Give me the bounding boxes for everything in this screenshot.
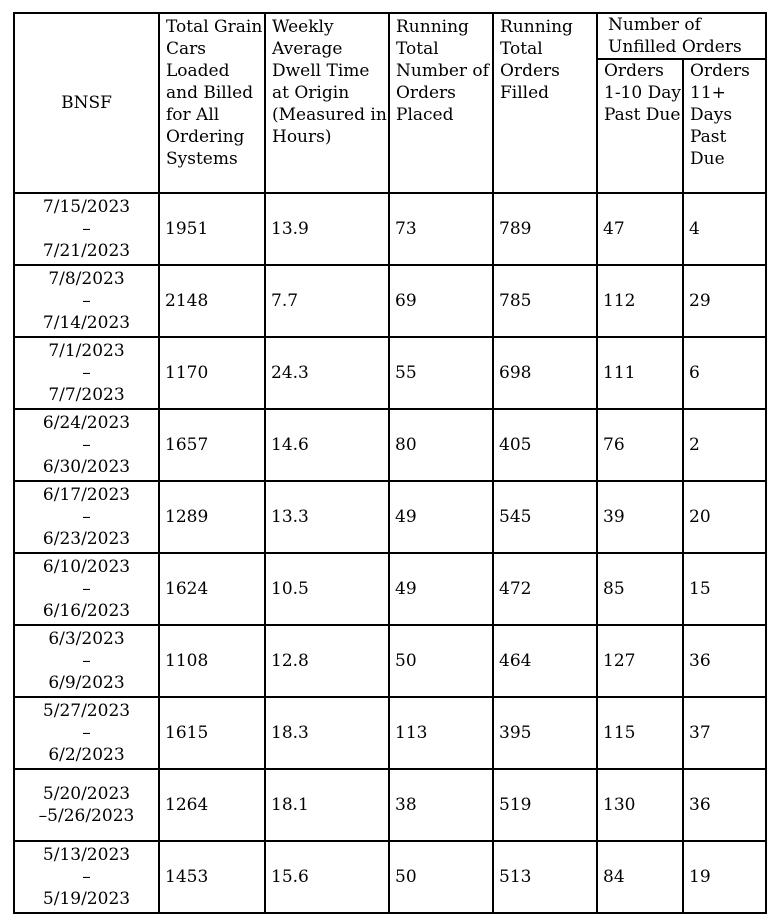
orders-placed-cell: 50 xyxy=(389,841,493,913)
orders-filled-cell: 698 xyxy=(493,337,597,409)
total-cars-cell: 1453 xyxy=(159,841,265,913)
week-range-cell xyxy=(14,697,159,769)
orders-11-plus-cell: 20 xyxy=(683,481,766,553)
orders-11-plus-cell: 6 xyxy=(683,337,766,409)
table-row xyxy=(14,265,766,337)
orders-placed-cell: 80 xyxy=(389,409,493,481)
orders-placed-cell: 113 xyxy=(389,697,493,769)
week-start: 7/1/2023 xyxy=(48,341,125,361)
header-orders-1-10: Orders 1-10 Day Past Due xyxy=(597,59,683,193)
dwell-time-cell: 12.8 xyxy=(265,625,389,697)
week-range-cell xyxy=(14,625,159,697)
orders-filled-cell: 785 xyxy=(493,265,597,337)
week-sep: – xyxy=(82,291,91,311)
orders-1-10-cell: 85 xyxy=(597,553,683,625)
orders-1-10-cell: 47 xyxy=(597,193,683,265)
table-row xyxy=(14,625,766,697)
total-cars-cell: 1951 xyxy=(159,193,265,265)
orders-11-plus-cell: 19 xyxy=(683,841,766,913)
orders-placed-cell: 73 xyxy=(389,193,493,265)
dwell-time-cell: 24.3 xyxy=(265,337,389,409)
orders-filled-cell: 513 xyxy=(493,841,597,913)
table-row xyxy=(14,409,766,481)
week-range-cell xyxy=(14,841,159,913)
orders-placed-cell: 55 xyxy=(389,337,493,409)
total-cars-cell: 1289 xyxy=(159,481,265,553)
table-row xyxy=(14,769,766,841)
orders-1-10-cell: 111 xyxy=(597,337,683,409)
orders-1-10-cell: 127 xyxy=(597,625,683,697)
orders-filled-cell: 395 xyxy=(493,697,597,769)
orders-1-10-cell: 115 xyxy=(597,697,683,769)
orders-filled-cell: 789 xyxy=(493,193,597,265)
total-cars-cell: 1108 xyxy=(159,625,265,697)
table-row xyxy=(14,553,766,625)
week-range-cell xyxy=(14,265,159,337)
total-cars-cell: 1615 xyxy=(159,697,265,769)
week-range-cell xyxy=(14,481,159,553)
orders-placed-cell: 38 xyxy=(389,769,493,841)
dwell-time-cell: 10.5 xyxy=(265,553,389,625)
week-start: 5/27/2023 xyxy=(42,701,131,721)
total-cars-cell: 1264 xyxy=(159,769,265,841)
week-end: 6/2/2023 xyxy=(48,745,125,765)
orders-1-10-cell: 112 xyxy=(597,265,683,337)
orders-placed-cell: 69 xyxy=(389,265,493,337)
orders-11-plus-cell: 36 xyxy=(683,625,766,697)
orders-11-plus-cell: 36 xyxy=(683,769,766,841)
orders-11-plus-cell: 2 xyxy=(683,409,766,481)
week-end: 7/7/2023 xyxy=(48,385,125,405)
dwell-time-cell: 13.9 xyxy=(265,193,389,265)
week-end: –5/26/2023 xyxy=(38,806,135,826)
header-orders-filled: Running Total Orders Filled xyxy=(493,13,597,193)
orders-11-plus-cell: 29 xyxy=(683,265,766,337)
week-start: 6/17/2023 xyxy=(42,485,131,505)
total-cars-cell: 1170 xyxy=(159,337,265,409)
week-range-cell xyxy=(14,553,159,625)
week-end: 7/21/2023 xyxy=(42,241,131,261)
header-orders-placed: Running Total Number of Orders Placed xyxy=(389,13,493,193)
week-start: 7/8/2023 xyxy=(48,269,125,289)
orders-1-10-cell: 84 xyxy=(597,841,683,913)
week-sep: – xyxy=(82,867,91,887)
orders-filled-cell: 472 xyxy=(493,553,597,625)
dwell-time-cell: 18.1 xyxy=(265,769,389,841)
table-row xyxy=(14,193,766,265)
header-row-top xyxy=(14,13,766,59)
week-end: 6/9/2023 xyxy=(48,673,125,693)
week-end: 6/16/2023 xyxy=(42,601,131,621)
total-cars-cell: 1657 xyxy=(159,409,265,481)
orders-placed-cell: 49 xyxy=(389,481,493,553)
brand-header: BNSF xyxy=(14,13,159,193)
orders-1-10-cell: 76 xyxy=(597,409,683,481)
week-start: 5/20/2023 xyxy=(42,784,131,804)
week-start: 6/3/2023 xyxy=(48,629,125,649)
orders-1-10-cell: 39 xyxy=(597,481,683,553)
week-start: 6/10/2023 xyxy=(42,557,131,577)
orders-filled-cell: 519 xyxy=(493,769,597,841)
orders-filled-cell: 545 xyxy=(493,481,597,553)
orders-filled-cell: 405 xyxy=(493,409,597,481)
dwell-time-cell: 14.6 xyxy=(265,409,389,481)
table-row xyxy=(14,337,766,409)
week-start: 5/13/2023 xyxy=(42,845,131,865)
grain-car-table xyxy=(13,12,767,914)
week-end: 7/14/2023 xyxy=(42,313,131,333)
orders-11-plus-cell: 15 xyxy=(683,553,766,625)
week-sep: – xyxy=(82,219,91,239)
week-range-cell xyxy=(14,193,159,265)
header-orders-11-plus: Orders 11+ Days Past Due xyxy=(683,59,766,193)
dwell-time-cell: 15.6 xyxy=(265,841,389,913)
week-range-cell xyxy=(14,409,159,481)
week-range-cell xyxy=(14,337,159,409)
header-total-cars: Total Grain Cars Loaded and Billed for All Ordering Systems xyxy=(159,13,265,193)
week-sep: – xyxy=(82,435,91,455)
week-sep: – xyxy=(82,507,91,527)
week-end: 6/23/2023 xyxy=(42,529,131,549)
orders-placed-cell: 50 xyxy=(389,625,493,697)
dwell-time-cell: 18.3 xyxy=(265,697,389,769)
week-sep: – xyxy=(82,651,91,671)
week-sep: – xyxy=(82,579,91,599)
orders-placed-cell: 49 xyxy=(389,553,493,625)
dwell-time-cell: 7.7 xyxy=(265,265,389,337)
week-sep: – xyxy=(82,723,91,743)
header-dwell-time: Weekly Average Dwell Time at Origin (Measured in Hours) xyxy=(265,13,389,193)
week-end: 6/30/2023 xyxy=(42,457,131,477)
week-sep: – xyxy=(82,363,91,383)
orders-filled-cell: 464 xyxy=(493,625,597,697)
total-cars-cell: 2148 xyxy=(159,265,265,337)
table-row xyxy=(14,697,766,769)
week-start: 6/24/2023 xyxy=(42,413,131,433)
week-range-cell xyxy=(14,769,159,841)
week-end: 5/19/2023 xyxy=(42,889,131,909)
header-unfilled-orders: Number of Unfilled Orders xyxy=(597,13,766,59)
orders-11-plus-cell: 4 xyxy=(683,193,766,265)
dwell-time-cell: 13.3 xyxy=(265,481,389,553)
table-row xyxy=(14,481,766,553)
table-row xyxy=(14,841,766,913)
total-cars-cell: 1624 xyxy=(159,553,265,625)
orders-1-10-cell: 130 xyxy=(597,769,683,841)
orders-11-plus-cell: 37 xyxy=(683,697,766,769)
week-start: 7/15/2023 xyxy=(42,197,131,217)
